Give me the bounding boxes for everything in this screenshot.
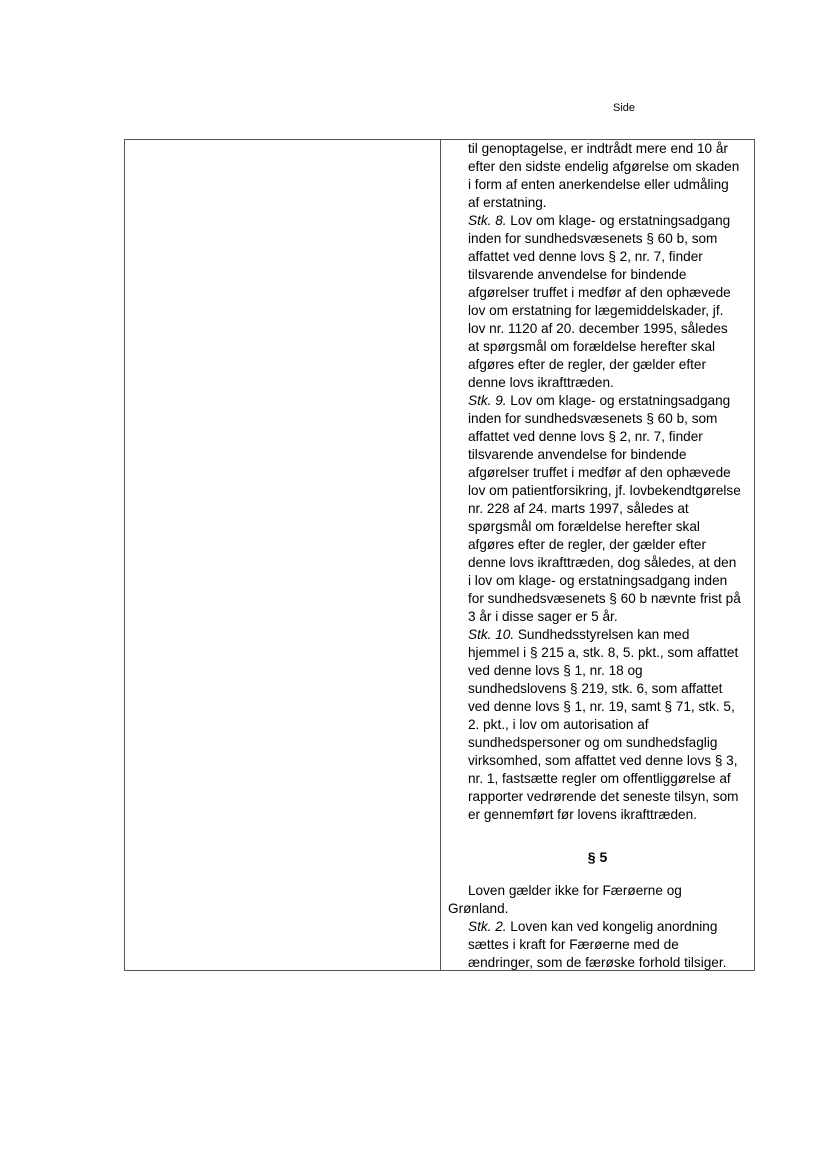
text-line: 3 år i disse sager er 5 år. [468, 609, 618, 624]
stk2-first-line [441, 918, 726, 936]
stk2-label: Stk. 2. [468, 919, 507, 934]
text-line: virksomhed, som affattet ved denne lovs § 3, [468, 753, 738, 768]
stk9-label: Stk. 9. [468, 393, 507, 408]
text-line: tilsvarende anvendelse for bindende [468, 447, 687, 462]
text-line: denne lovs ikrafttræden, dog således, at den [468, 555, 737, 570]
text-line: lov om patientforsikring, jf. lovbekendtgørelse [468, 483, 741, 498]
text-line: i form af enten anerkendelse eller udmåling [468, 177, 729, 192]
text-line: efter den sidste endelig afgørelse om skaden [468, 159, 740, 174]
text-line: at spørgsmål om forældelse herefter skal [468, 339, 716, 354]
text-line: sættes i kraft for Færøerne med de [468, 937, 679, 952]
section-5-text [441, 882, 726, 972]
stk10-first-text: Sundhedsstyrelsen kan med [514, 627, 690, 642]
text-line: inden for sundhedsvæsenets § 60 b, som [468, 231, 718, 246]
text-line: affattet ved denne lovs § 2, nr. 7, finder [468, 429, 703, 444]
text-line: 2. pkt., i lov om autorisation af [468, 717, 649, 732]
text-line: lov nr. 1120 af 20. december 1995, således [468, 321, 728, 336]
stk8-label: Stk. 8. [468, 213, 507, 228]
stk2-first-text: Loven kan ved kongelig anordning [506, 919, 718, 934]
text-line: tilsvarende anvendelse for bindende [468, 267, 687, 282]
stk8-first-line [468, 212, 741, 230]
text-line: lov om erstatning for lægemiddelskader, jf. [468, 303, 724, 318]
text-line: Loven gælder ikke for Færøerne og [468, 883, 682, 898]
text-line: hjemmel i § 215 a, stk. 8, 5. pkt., som affattet [468, 645, 739, 660]
text-line: afgørelser truffet i medfør af den ophævede [468, 285, 731, 300]
text-line: Grønland. [448, 901, 509, 916]
provision-text [468, 140, 741, 824]
text-line: i lov om klage- og erstatningsadgang inden [468, 573, 728, 588]
stk10-label: Stk. 10. [468, 627, 515, 642]
text-line: afgørelser truffet i medfør af den ophævede [468, 465, 731, 480]
page-header-label: Side [613, 102, 636, 114]
text-line: affattet ved denne lovs § 2, nr. 7, finder [468, 249, 703, 264]
stk10-first-line [468, 626, 741, 644]
text-line: sundhedslovens § 219, stk. 6, som affattet [468, 681, 723, 696]
text-line: af erstatning. [468, 195, 547, 210]
text-line: er gennemført før lovens ikrafttræden. [468, 807, 697, 822]
text-line: afgøres efter de regler, der gælder efter [468, 357, 707, 372]
text-line: inden for sundhedsvæsenets § 60 b, som [468, 411, 718, 426]
text-line: til genoptagelse, er indtrådt mere end 10 år [468, 141, 728, 156]
stk9-first-line [468, 392, 741, 410]
text-line: sundhedspersoner og om sundhedsfaglig [468, 735, 718, 750]
text-line: ved denne lovs § 1, nr. 18 og [468, 663, 643, 678]
column-divider [440, 140, 441, 970]
stk8-first-text: Lov om klage- og erstatningsadgang [506, 213, 731, 228]
text-line: ved denne lovs § 1, nr. 19, samt § 71, stk. 5, [468, 699, 735, 714]
text-line: spørgsmål om forældelse herefter skal [468, 519, 700, 534]
text-line: afgøres efter de regler, der gælder efter [468, 537, 707, 552]
text-line: ændringer, som de færøske forhold tilsiger. [468, 955, 727, 970]
text-line: nr. 228 af 24. marts 1997, således at [468, 501, 689, 516]
document-table [124, 139, 755, 971]
text-line: rapporter vedrørende det seneste tilsyn, som [468, 789, 739, 804]
stk9-first-text: Lov om klage- og erstatningsadgang [506, 393, 731, 408]
text-line: for sundhedsvæsenets § 60 b nævnte frist på [468, 591, 741, 606]
text-line: denne lovs ikrafttræden. [468, 375, 614, 390]
section-heading: § 5 [587, 849, 608, 865]
text-line: nr. 1, fastsætte regler om offentliggørelse af [468, 771, 731, 786]
